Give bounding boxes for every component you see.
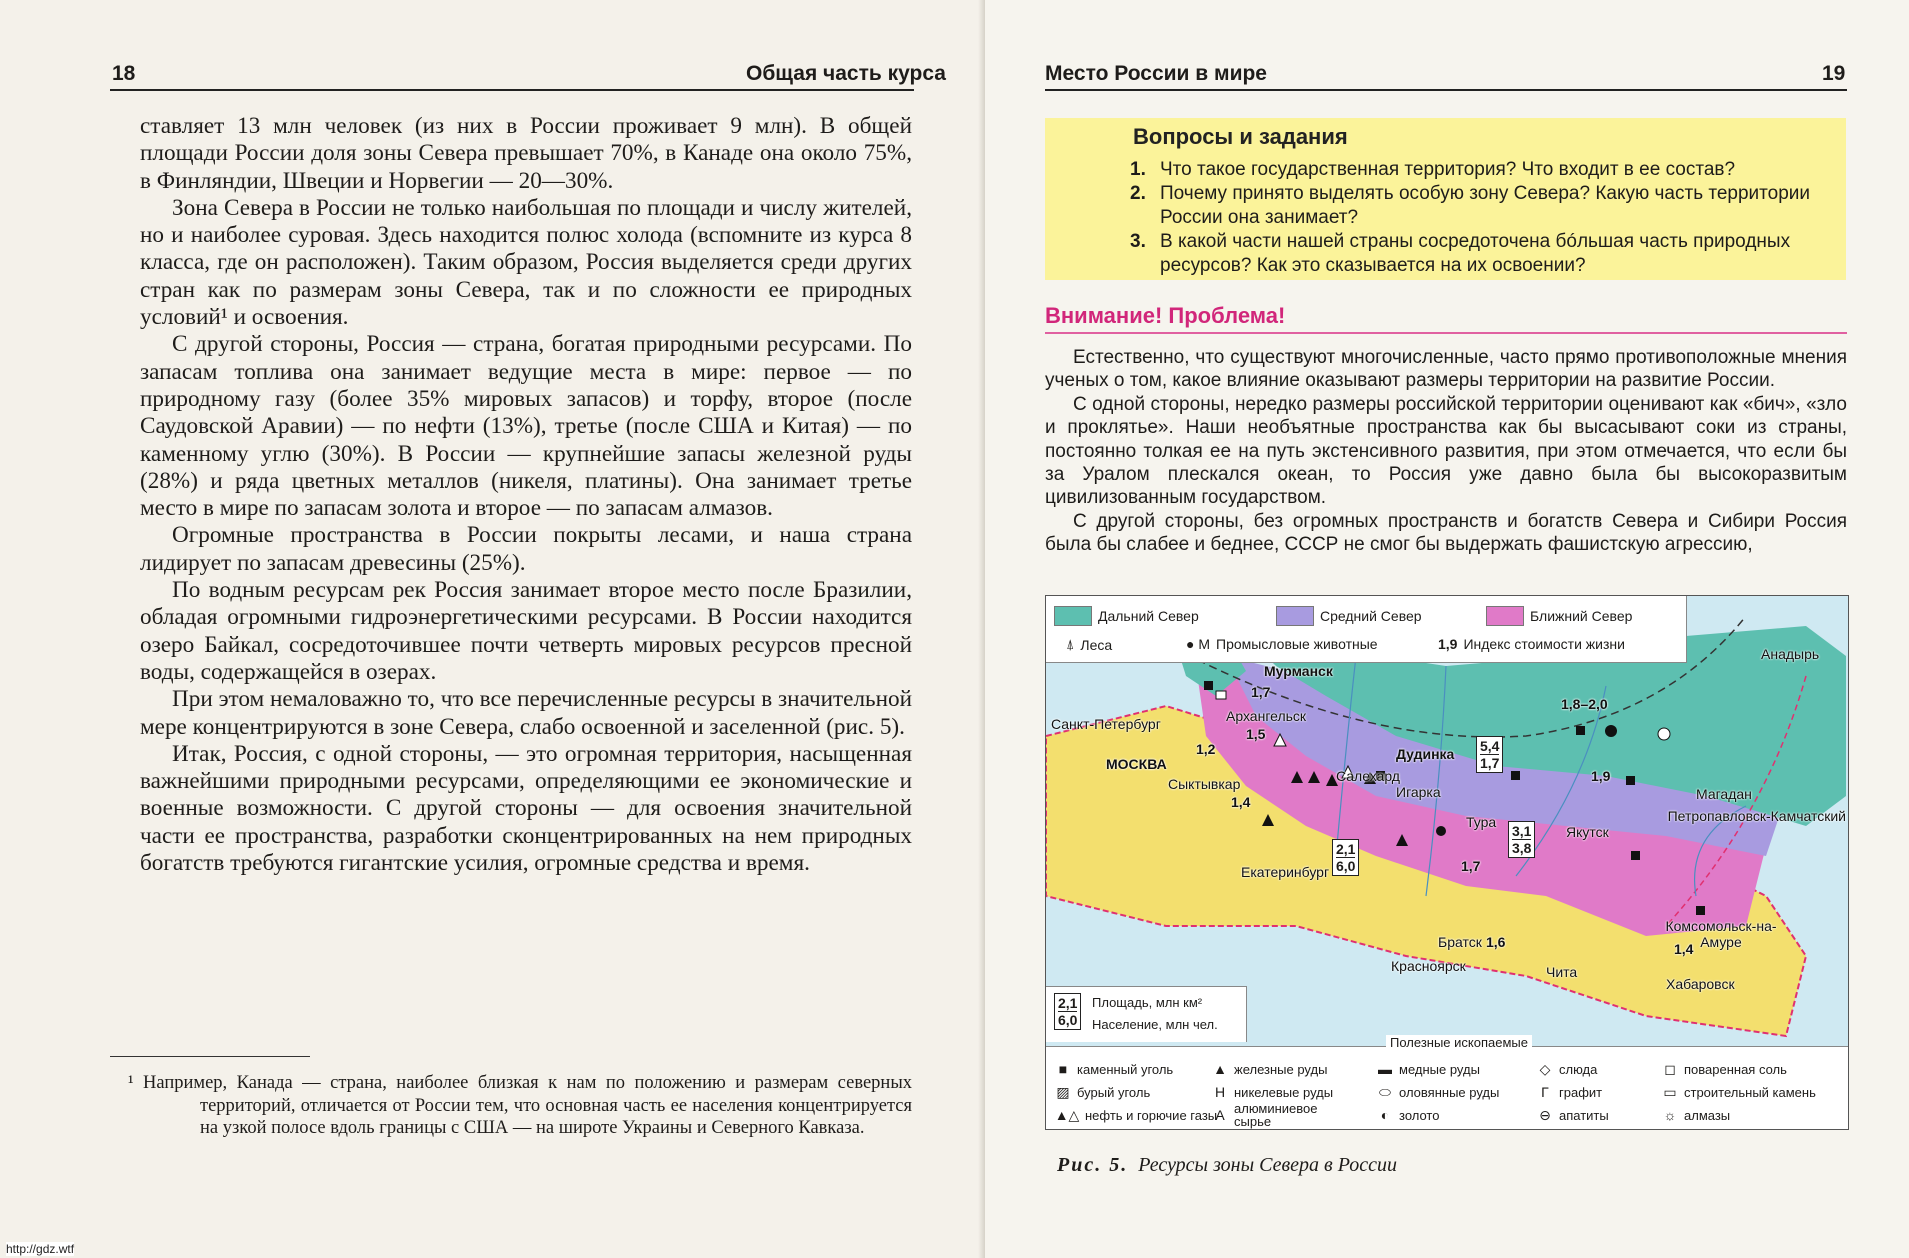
watermark-url: http://gdz.wtf (6, 1242, 75, 1256)
city-spb: Санкт-Петербург (1051, 716, 1161, 732)
index-label: 1,5 (1246, 726, 1266, 742)
legend-label: Леса (1080, 636, 1113, 653)
left-paragraph: ставляет 13 млн человек (из них в России проживает 9 млн). В общей площади России доля зоны Севера превышает 70%, в Канаде она около 75%, в Финляндии, Швеции и Норвегии — 20—30%. (140, 113, 912, 194)
legend-far-north (1054, 606, 1199, 626)
legend-animals (1186, 636, 1378, 652)
questions-title: Вопросы и задания (1133, 124, 1348, 149)
near-north-swatch (1486, 606, 1524, 626)
city-anadyr: Анадырь (1761, 646, 1820, 662)
mineral-label: поваренная соль (1684, 1062, 1787, 1077)
mineral-item (1661, 1107, 1730, 1123)
city-komsomolsk: Комсомольск-на-Амуре (1665, 918, 1777, 950)
left-paragraph: При этом немаловажно то, что все перечисленные ресурсы в значительной мере концентрируются в зоне Севера, слабо освоенной и заселенной (рис. 5). (140, 686, 912, 740)
diamond-icon: ☼ (1663, 1107, 1677, 1123)
legend-forest (1066, 636, 1112, 653)
city-chita: Чита (1546, 964, 1578, 980)
right-paragraph: С другой стороны, без огромных пространств и богатств Севера и Сибири Россия была бы слабее и беднее, СССР не смог бы выдержать фашистскую агрессию, (1045, 510, 1847, 556)
coal-symbol (1511, 771, 1520, 780)
pop-value: 1,7 (1480, 755, 1500, 771)
legend-label: Индекс стоимости жизни (1463, 636, 1625, 652)
index-label: 1,7 (1251, 684, 1271, 700)
mineral-label: медные руды (1399, 1061, 1480, 1077)
question-item (1130, 182, 1836, 230)
left-paragraph: Огромные пространства в России покрыты лесами, и наша страна лидирует по запасам древесины (25%). (140, 522, 912, 576)
mineral-label: графит (1559, 1084, 1603, 1100)
area-pop-box (1508, 821, 1535, 858)
mineral-label: железные руды (1234, 1061, 1328, 1077)
footnote-text: ¹ Например, Канада — страна, наиболее близкая к нам по положению и размерам северных территорий, отличается от России тем, что основная часть ее населения концентрируется на узкой полосе вдоль границы с США — на широте Украины и Северного Кавказа. (128, 1073, 912, 1139)
mineral-item (1536, 1061, 1597, 1078)
right-page-number: 19 (1822, 62, 1846, 85)
mineral-label: оловянные руды (1399, 1085, 1500, 1100)
question-number: 1. (1130, 159, 1146, 180)
area-sample: 2,1 (1058, 995, 1078, 1011)
left-body-text (140, 113, 912, 877)
question-item (1130, 230, 1836, 278)
mineral-item (1054, 1084, 1150, 1101)
pop-sample: 6,0 (1058, 1012, 1078, 1028)
graphite-icon: Γ (1541, 1084, 1549, 1100)
city-magadan: Магадан (1696, 786, 1752, 802)
question-number: 3. (1130, 231, 1146, 252)
gold-symbol (1658, 728, 1670, 740)
area-pop-box-sample (1054, 993, 1081, 1030)
question-text: В какой части нашей страны сосредоточена бóльшая часть природных ресурсов? Как это сказывается на их освоении? (1160, 231, 1791, 276)
city-tura: Тура (1466, 814, 1497, 830)
caption-text: Ресурсы зоны Севера в России (1138, 1154, 1397, 1176)
animal-symbol (1436, 826, 1446, 836)
city-syktyvkar: Сыктывкар (1168, 776, 1241, 792)
iron-ore-icon: ▲ (1213, 1061, 1227, 1077)
right-body-text (1045, 346, 1847, 557)
area-value: 3,1 (1512, 823, 1532, 839)
mineral-item (1536, 1107, 1609, 1124)
coal-symbol (1204, 681, 1213, 690)
area-value: 2,1 (1336, 841, 1356, 857)
mineral-item (1376, 1061, 1480, 1077)
mineral-item (1536, 1084, 1602, 1100)
middle-north-swatch (1276, 606, 1314, 626)
city-arkhangelsk: Архангельск (1226, 708, 1307, 724)
coal-symbol (1576, 726, 1585, 735)
legend-near-north (1486, 606, 1632, 626)
minerals-legend (1046, 1035, 1848, 1130)
legend-label: Ближний Север (1530, 608, 1633, 624)
mineral-label: апатиты (1559, 1108, 1609, 1123)
mineral-item (1661, 1084, 1816, 1101)
gold-icon: ◐ (1380, 1107, 1390, 1123)
question-number: 2. (1130, 183, 1146, 204)
mineral-label: слюда (1559, 1062, 1598, 1077)
aluminum-icon: A (1215, 1107, 1225, 1123)
index-label: 1,4 (1674, 941, 1694, 957)
left-paragraph: Итак, Россия, с одной стороны, — это огромная территория, насыщенная важнейшими природными ресурсами, определяющими ее экономические и военные возможности. С другой стороны — для освоения значительной части ее пространства, разработки сконцентрированных на нем природных богатств требуются гигантские усилия, огромные средства и время. (140, 740, 912, 877)
index-label: 1,2 (1196, 741, 1216, 757)
questions-list (1130, 158, 1836, 278)
city-khabarovsk: Хабаровск (1666, 976, 1735, 992)
left-paragraph: С другой стороны, Россия — страна, богатая природными ресурсами. По запасам топлива она занимает ведущие места в мире: первое — по природному газу (более 35% мировых запасов) и торфу, второе (после Саудовской Аравии) — по нефти (13%), третье (после США и Китая) — по каменному углю (30%). В России — крупнейшие запасы железной руды (28%) и ряда цветных металлов (никеля, платины). Она занимает третье место в мире по запасам золота и второе — по запасам алмазов. (140, 331, 912, 522)
area-value: 5,4 (1480, 738, 1500, 754)
area-pop-box (1332, 839, 1359, 876)
legend-label: Промысловые животные (1216, 636, 1378, 652)
index-label: 1,4 (1231, 794, 1251, 810)
salt-symbol (1216, 691, 1226, 699)
mineral-label: бурый уголь (1077, 1085, 1151, 1100)
right-paragraph: Естественно, что существуют многочисленные, часто прямо противоположные мнения ученых о том, какое влияние оказывают размеры территории на развитие России. (1045, 347, 1847, 392)
question-text: Почему принято выделять особую зону Севера? Какую часть территории России она занимает? (1160, 183, 1811, 228)
mineral-label: нефть и горючие газы (1085, 1108, 1218, 1123)
city-yekaterinburg: Екатеринбург (1241, 864, 1330, 880)
index-label: 1,8–2,0 (1561, 696, 1608, 712)
caption-label: Рис. 5. (1057, 1154, 1129, 1176)
attention-rule (1045, 332, 1847, 334)
oil-gas-icon: ▲△ (1054, 1107, 1080, 1123)
mineral-item (1376, 1084, 1499, 1101)
right-paragraph: С одной стороны, нередко размеры российской территории оценивают как «бич», «зло и проклятье». Наши необъятные пространства как бы высасывают соки из страны, постоянно толкая ее на путь экстенсивного развития, при этом отмечается, что если бы за Уралом плескался океан, то Россия уже давно была бы высокоразвитым цивилизованным государством. (1045, 393, 1847, 509)
index-label: 1,6 (1486, 934, 1506, 950)
left-paragraph: По водным ресурсам рек Россия занимает второе место после Бразилии, обладая огромными гидроэнергетическими ресурсами. В России находится озеро Байкал, сосредоточившее почти четверть мировых ресурсов пресной воды, содержащейся в озерах. (140, 577, 912, 685)
mineral-item (1211, 1102, 1324, 1128)
left-running-title: Общая часть курса (746, 62, 946, 85)
building-stone-icon: ▭ (1663, 1084, 1677, 1100)
mica-icon: ◇ (1539, 1061, 1551, 1077)
coal-symbol (1696, 906, 1705, 915)
mineral-label: строительный камень (1684, 1085, 1816, 1100)
city-igarka: Игарка (1396, 784, 1441, 800)
index-sample: 1,9 (1438, 636, 1458, 652)
mineral-label: никелевые руды (1234, 1084, 1334, 1100)
city-bratsk: Братск (1438, 934, 1482, 950)
coal-icon: ■ (1058, 1061, 1068, 1077)
minerals-title: Полезные ископаемые (1386, 1035, 1532, 1050)
gold-symbol (1605, 725, 1617, 737)
index-label: 1,7 (1461, 858, 1481, 874)
coal-symbol (1626, 776, 1635, 785)
copper-ore-icon: ▬ (1378, 1061, 1392, 1077)
mineral-item (1211, 1084, 1333, 1100)
forest-icon: ⍋ (1066, 636, 1075, 652)
mineral-label: каменный уголь (1077, 1061, 1174, 1077)
nickel-icon: H (1214, 1084, 1226, 1100)
mineral-item (1054, 1107, 1217, 1124)
salt-icon: ◻ (1664, 1061, 1676, 1077)
brown-coal-icon: ▨ (1056, 1084, 1070, 1100)
animal-icon: ● M (1186, 636, 1211, 652)
footnote (110, 1072, 912, 1140)
mineral-label: алюминиевое сырье (1234, 1101, 1318, 1129)
legend-index (1438, 636, 1625, 652)
legend-label: Средний Север (1320, 608, 1422, 624)
city-murmansk: Мурманск (1264, 663, 1333, 679)
mineral-item (1376, 1107, 1439, 1123)
legend-middle-north (1276, 606, 1422, 626)
question-item (1130, 158, 1836, 182)
left-page-number: 18 (112, 62, 136, 85)
city-krasnoyarsk: Красноярск (1391, 958, 1466, 974)
area-pop-box (1476, 736, 1503, 773)
city-petropavlovsk: Петропавловск-Камчатский (1667, 808, 1846, 824)
index-label: 1,9 (1591, 768, 1611, 784)
footnote-rule (110, 1056, 310, 1057)
mineral-item (1211, 1061, 1327, 1077)
city-yakutsk: Якутск (1566, 824, 1609, 840)
right-header-rule (1045, 89, 1847, 91)
left-header-rule (110, 89, 914, 91)
pop-value: 3,8 (1512, 840, 1532, 856)
far-north-swatch (1054, 606, 1092, 626)
mineral-label: алмазы (1684, 1107, 1731, 1123)
pop-legend-label: Население, млн чел. (1092, 1017, 1218, 1032)
legend-label: Дальний Север (1098, 608, 1199, 624)
city-dudinka: Дудинка (1396, 746, 1455, 762)
right-running-title: Место России в мире (1045, 62, 1267, 85)
figure-caption (1057, 1154, 1397, 1177)
mineral-label: золото (1399, 1107, 1440, 1123)
area-legend-label: Площадь, млн км² (1092, 995, 1203, 1010)
city-moscow: МОСКВА (1106, 756, 1167, 772)
question-text: Что такое государственная территория? Что входит в ее состав? (1160, 159, 1736, 180)
coal-symbol (1631, 851, 1640, 860)
zone-legend (1046, 596, 1687, 663)
area-pop-legend (1046, 986, 1247, 1042)
tin-icon: ⬭ (1379, 1084, 1391, 1100)
apatite-icon: ⊖ (1539, 1107, 1551, 1123)
mineral-item (1661, 1061, 1787, 1078)
left-paragraph: Зона Севера в России не только наибольшая по площади и числу жителей, но и наиболее суровая. Здесь находится полюс холода (вспомните из курса 8 класса, где он расположен). Таким образом, Россия выделяется среди других стран как по размерам зоны Севера, так и по сложности ее природных условий¹ и освоения. (140, 194, 912, 331)
city-salekhard: Салехард (1336, 768, 1400, 784)
pop-value: 6,0 (1336, 858, 1356, 874)
mineral-item (1054, 1061, 1173, 1077)
resources-map (1045, 595, 1849, 1130)
attention-title: Внимание! Проблема! (1045, 303, 1286, 328)
